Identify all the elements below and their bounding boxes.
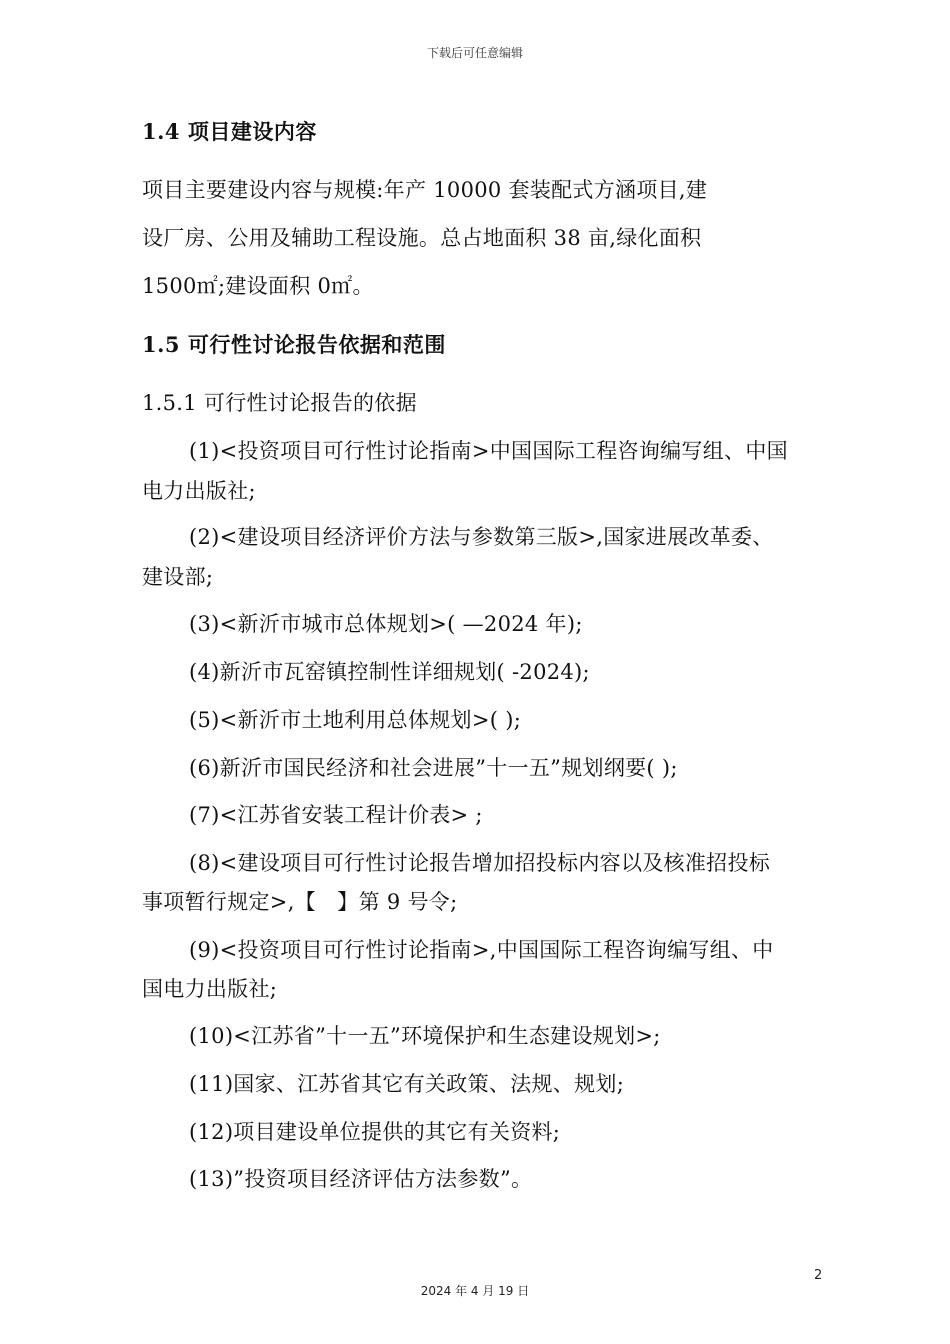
- reference-item-11: (11)国家、江苏省其它有关政策、法规、规划;: [189, 1072, 625, 1096]
- subsection-heading-1-5-1: 1.5.1 可行性讨论报告的依据: [142, 391, 417, 415]
- reference-item-9: (9)<投资项目可行性讨论指南>,中国国际工程咨询编写组、中: [189, 938, 774, 962]
- reference-item-3: (3)<新沂市城市总体规划>( —2024 年);: [189, 612, 583, 636]
- reference-item-8-cont: 事项暂行规定>,【 】第 9 号令;: [142, 890, 458, 914]
- reference-item-13: (13)”投资项目经济评估方法参数”。: [189, 1167, 533, 1191]
- paragraph-line: 设厂房、公用及辅助工程设施。总占地面积 38 亩,绿化面积: [142, 226, 702, 250]
- section-heading-1-5: 1.5 可行性讨论报告依据和范围: [142, 332, 446, 357]
- page-footer-date: 2024 年 4 月 19 日: [420, 1284, 530, 1298]
- reference-item-6: (6)新沂市国民经济和社会进展”十一五”规划纲要( );: [189, 756, 678, 780]
- paragraph-line: 项目主要建设内容与规模:年产 10000 套装配式方涵项目,建: [142, 178, 708, 202]
- reference-item-7: (7)<江苏省安装工程计价表> ;: [189, 803, 483, 827]
- reference-item-10: (10)<江苏省”十一五”环境保护和生态建设规划>;: [189, 1024, 661, 1048]
- reference-item-9-cont: 国电力出版社;: [142, 977, 278, 1001]
- reference-item-12: (12)项目建设单位提供的其它有关资料;: [189, 1120, 561, 1144]
- reference-item-5: (5)<新沂市土地利用总体规划>( );: [189, 708, 522, 732]
- reference-item-1: (1)<投资项目可行性讨论指南>中国国际工程咨询编写组、中国: [189, 439, 788, 463]
- reference-item-8: (8)<建设项目可行性讨论报告增加招投标内容以及核准招投标: [189, 851, 771, 875]
- paragraph-line: 1500㎡;建设面积 0㎡。: [142, 274, 374, 298]
- reference-item-2: (2)<建设项目经济评价方法与参数第三版>,国家进展改革委、: [189, 525, 774, 549]
- reference-item-1-cont: 电力出版社;: [142, 479, 256, 503]
- page-number: 2: [814, 1268, 823, 1283]
- section-heading-1-4: 1.4 项目建设内容: [142, 119, 317, 144]
- page-header: 下载后可任意编辑: [426, 46, 523, 60]
- reference-item-4: (4)新沂市瓦窑镇控制性详细规划( -2024);: [189, 660, 590, 684]
- reference-item-2-cont: 建设部;: [142, 565, 214, 589]
